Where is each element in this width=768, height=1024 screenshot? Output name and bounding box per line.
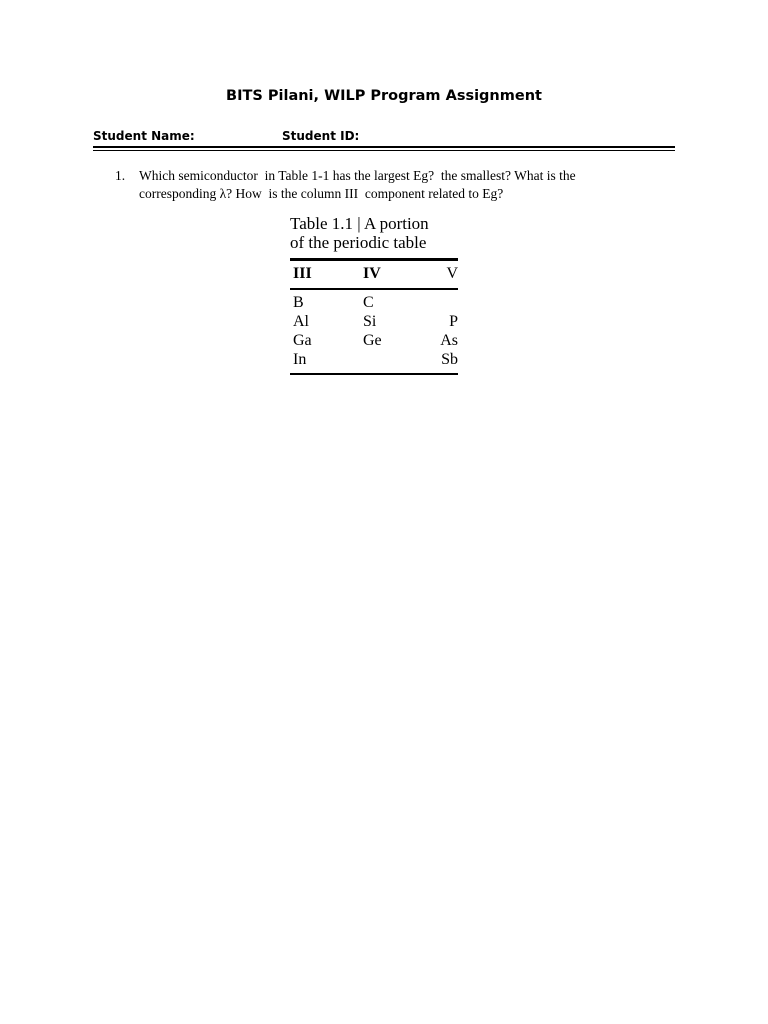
table-cell: In xyxy=(293,351,307,368)
question-text-line-1: Which semiconductor in Table 1-1 has the largest Eg? the smallest? What is the xyxy=(139,168,576,183)
table-header-iv: IV xyxy=(363,265,381,282)
student-name-label: Student Name: xyxy=(93,129,195,143)
table-cell: As xyxy=(440,332,458,349)
table-cell: P xyxy=(449,313,458,330)
table-cell: Al xyxy=(293,313,309,330)
table-cell: Ge xyxy=(363,332,382,349)
header-rule-thin xyxy=(93,150,675,151)
table-header-iii: III xyxy=(293,265,312,282)
table-cell: Sb xyxy=(441,351,458,368)
table-header-rule xyxy=(290,288,458,290)
header-rule-thick xyxy=(93,146,675,148)
table-cell: Ga xyxy=(293,332,312,349)
table-cell: Si xyxy=(363,313,377,330)
table-cell: B xyxy=(293,294,304,311)
table-top-rule xyxy=(290,258,458,261)
student-id-label: Student ID: xyxy=(282,129,360,143)
document-title: BITS Pilani, WILP Program Assignment xyxy=(226,88,542,104)
table-cell: C xyxy=(363,294,374,311)
question-text-line-2: corresponding λ? How is the column III component related to Eg? xyxy=(139,186,504,201)
table-bottom-rule xyxy=(290,373,458,375)
table-caption-line-1: Table 1.1 | A portion xyxy=(290,214,429,233)
table-header-v: V xyxy=(446,265,458,282)
question-number: 1. xyxy=(115,168,126,183)
table-caption-line-2: of the periodic table xyxy=(290,233,427,252)
periodic-table-figure xyxy=(290,214,458,368)
